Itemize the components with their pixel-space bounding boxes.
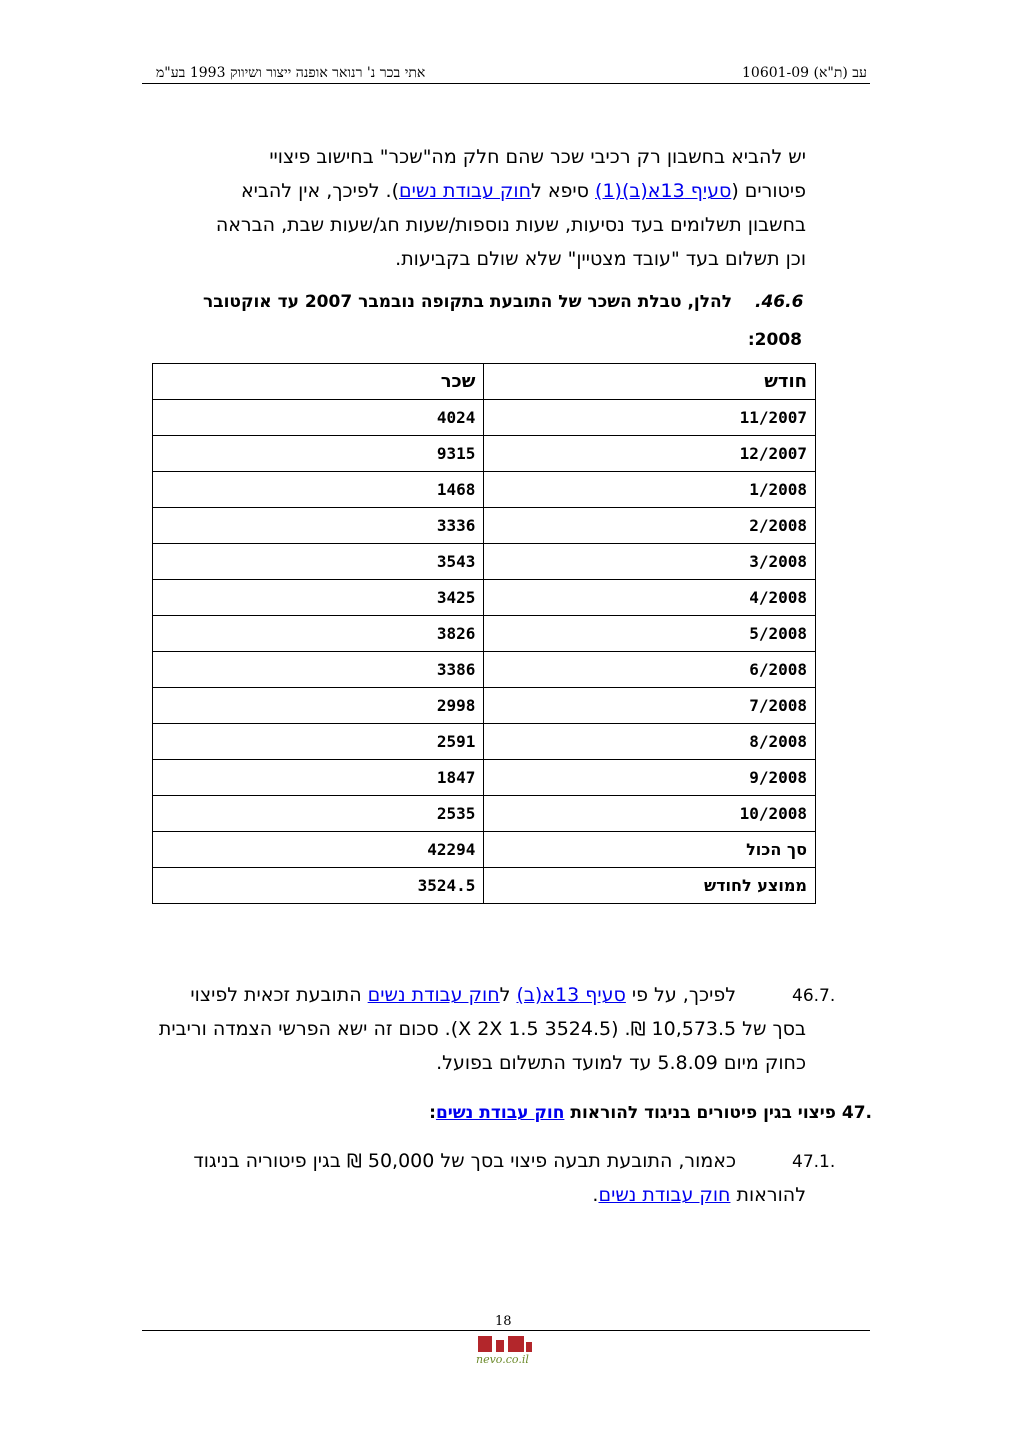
table-row	[153, 580, 816, 616]
table-row	[153, 400, 816, 436]
month-cell: 11/2007	[484, 400, 816, 436]
paragraph-line: כחוק מיום 5.8.09 עד למועד התשלום בפועל.	[436, 1052, 806, 1074]
footer-divider	[142, 1330, 870, 1331]
month-cell: 12/2007	[484, 436, 816, 472]
wage-cell: 2998	[153, 688, 484, 724]
women-employment-law-link[interactable]: חוק עבודת נשים	[598, 1184, 731, 1206]
wage-cell: 3336	[153, 508, 484, 544]
month-cell: 10/2008	[484, 796, 816, 832]
month-cell: סך הכול	[484, 832, 816, 868]
women-employment-law-link[interactable]: חוק עבודת נשים	[399, 180, 531, 202]
paragraph-line: יש להביא בחשבון רק רכיבי שכר שהם חלק מה"שכר" בחישוב פיצויי	[269, 146, 806, 168]
page-header	[142, 63, 870, 84]
table-row	[153, 436, 816, 472]
page-number: 18	[495, 1314, 512, 1329]
section-number-46-6: .46.6	[755, 292, 804, 312]
wage-cell: 1468	[153, 472, 484, 508]
section-46-6-heading: להלן, טבלת השכר של התובעת בתקופה נובמבר 2007 עד אוקטובר	[202, 292, 732, 312]
month-cell: 3/2008	[484, 544, 816, 580]
paragraph-line: בחשבון תשלומים בעד נסיעות, שעות נוספות/שעות חג/שעות שבת, הבראה	[215, 214, 806, 236]
wage-cell: 3425	[153, 580, 484, 616]
table-header-row	[153, 364, 816, 400]
wage-cell: 9315	[153, 436, 484, 472]
paragraph-line: לפיכך, על פי סעיף 13א(ב) לחוק עבודת נשים התובעת זכאית לפיצוי	[190, 984, 736, 1006]
case-title: אתי בכר נ' רנואר אופנה ייצור ושיווק 1993 בע"מ	[156, 65, 426, 81]
month-cell: 2/2008	[484, 508, 816, 544]
wage-cell: 42294	[153, 832, 484, 868]
table-row	[153, 544, 816, 580]
month-cell: ממוצע לחודש	[484, 868, 816, 904]
wage-cell: 4024	[153, 400, 484, 436]
wage-table	[152, 363, 816, 904]
month-cell: 1/2008	[484, 472, 816, 508]
table-row	[153, 508, 816, 544]
wage-cell: 1847	[153, 760, 484, 796]
wage-cell: 2535	[153, 796, 484, 832]
section-46-6-heading-cont: :2008	[747, 330, 802, 350]
table-row	[153, 832, 816, 868]
wage-cell: 3543	[153, 544, 484, 580]
table-row	[153, 652, 816, 688]
month-cell: 8/2008	[484, 724, 816, 760]
table-row	[153, 868, 816, 904]
table-row	[153, 616, 816, 652]
case-number: עב (ת"א) 10601-09	[742, 65, 867, 81]
paragraph-line: וכן תשלום בעד "עובד מצטיין" שלא שולם בקביעות.	[395, 248, 806, 270]
women-employment-law-link[interactable]: חוק עבודת נשים	[435, 1103, 565, 1123]
column-header-wage: שכר	[153, 364, 484, 400]
table-row	[153, 472, 816, 508]
section-number-46-7: 46.7.	[792, 986, 836, 1006]
section-46-7-text	[142, 978, 806, 1080]
column-header-month: חודש	[484, 364, 816, 400]
paragraph-line: פיטורים (סעיף 13א(ב)(1) סיפא לחוק עבודת נשים). לפיכך, אין להביא	[240, 180, 806, 202]
section-number-47-1: 47.1.	[792, 1152, 836, 1172]
month-cell: 7/2008	[484, 688, 816, 724]
table-row	[153, 760, 816, 796]
section-47-heading: .47 פיצוי בגין פיטורים בניגוד להוראות חוק עבודת נשים:	[429, 1103, 872, 1123]
wage-cell: 3386	[153, 652, 484, 688]
table-row	[153, 724, 816, 760]
paragraph-wage-components	[142, 140, 806, 276]
wage-cell: 2591	[153, 724, 484, 760]
logo-text: nevo.co.il	[476, 1353, 529, 1366]
paragraph-line: להוראות חוק עבודת נשים.	[592, 1184, 806, 1206]
month-cell: 6/2008	[484, 652, 816, 688]
wage-cell: 3826	[153, 616, 484, 652]
month-cell: 9/2008	[484, 760, 816, 796]
women-employment-law-link[interactable]: חוק עבודת נשים	[367, 984, 500, 1006]
paragraph-line: בסך של 10,573.5 ₪. (3524.5 X 2X 1.5). סכום זה ישא הפרשי הצמדה וריבית	[158, 1018, 806, 1040]
section-13a-b-link[interactable]: סעיף 13א(ב)	[516, 984, 626, 1006]
section-47-1-text	[142, 1144, 806, 1212]
nevo-logo-icon	[468, 1334, 548, 1366]
section-13a-b-1-link[interactable]: סעיף 13א(ב)(1)	[595, 180, 732, 202]
paragraph-line: כאמור, התובעת תבעה פיצוי בסך של 50,000 ₪ בגין פיטוריה בניגוד	[193, 1150, 736, 1172]
table-row	[153, 688, 816, 724]
wage-cell: 3524.5	[153, 868, 484, 904]
table-row	[153, 796, 816, 832]
month-cell: 5/2008	[484, 616, 816, 652]
month-cell: 4/2008	[484, 580, 816, 616]
